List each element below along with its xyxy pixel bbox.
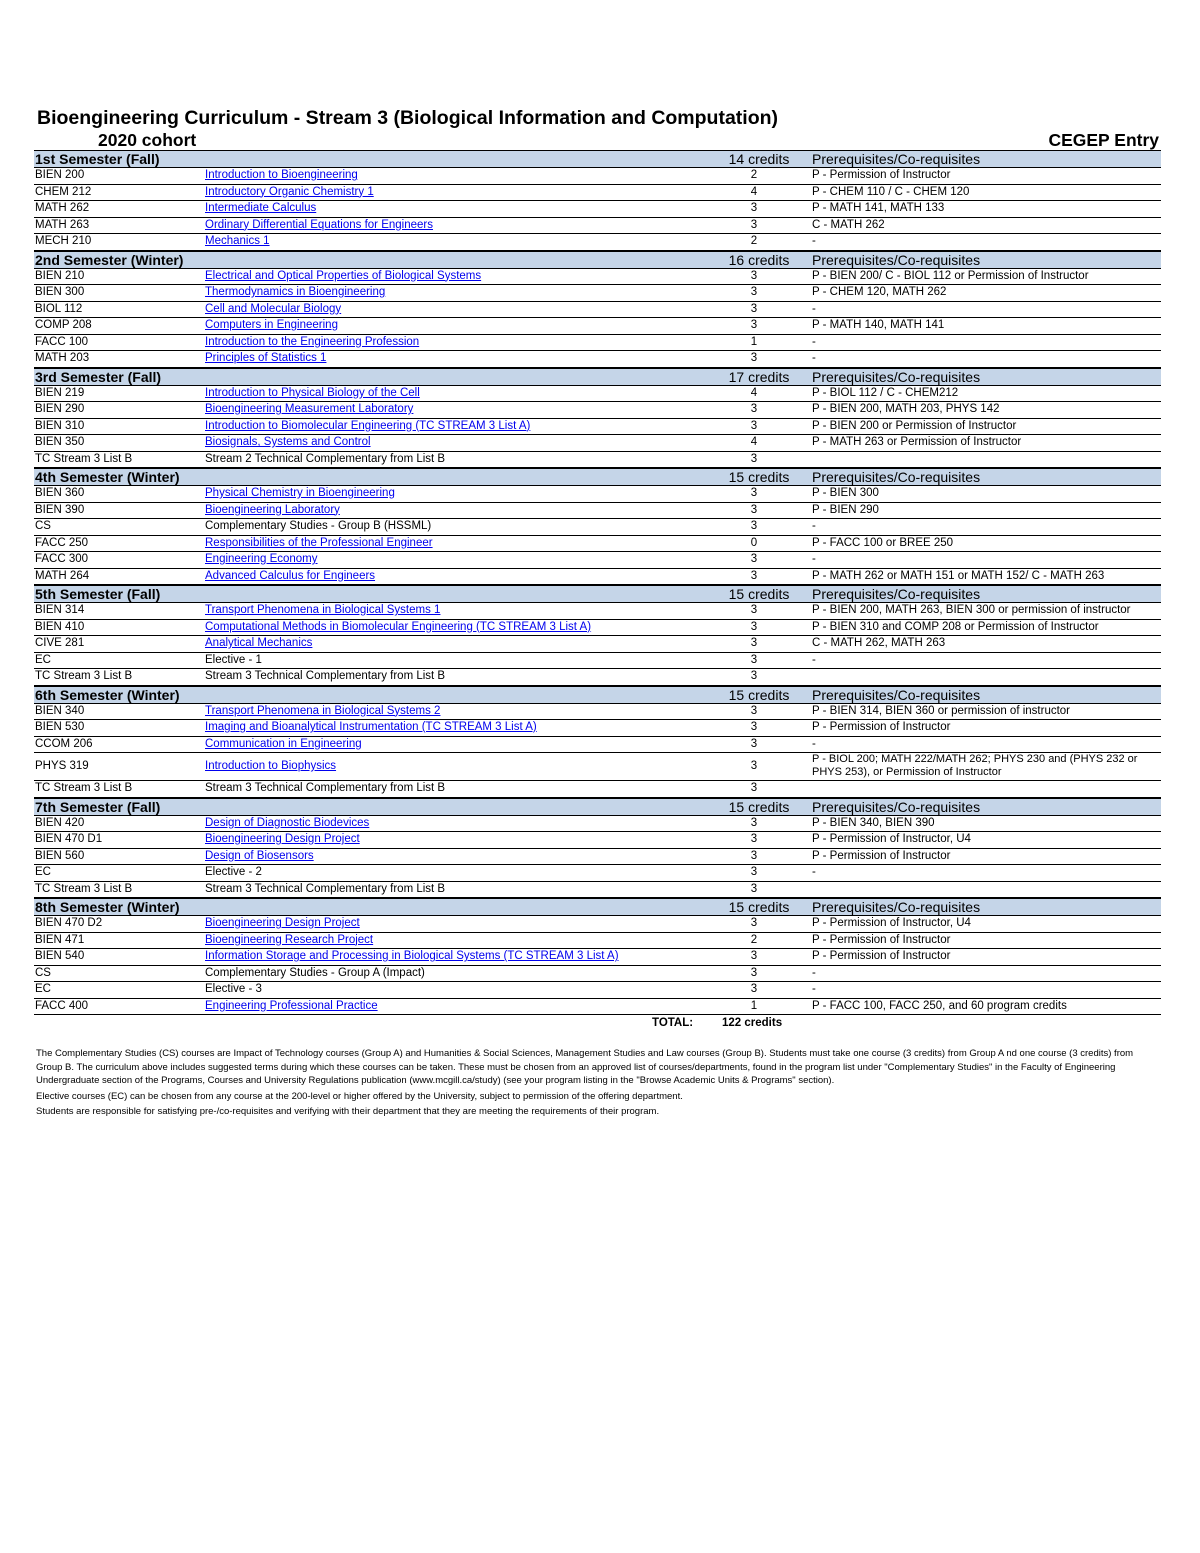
course-title-link[interactable]: Bioengineering Design Project [205, 833, 360, 845]
course-credits: 3 [750, 721, 758, 733]
course-credits: 0 [750, 536, 758, 549]
course-row [34, 781, 1161, 798]
course-row [34, 302, 1161, 319]
course-title-link[interactable]: Bioengineering Measurement Laboratory [205, 403, 414, 415]
course-credits: 3 [750, 487, 758, 499]
course-title-link[interactable]: Design of Biosensors [205, 849, 314, 862]
course-title-link[interactable]: Bioengineering Research Project [205, 933, 374, 946]
course-credits: 3 [750, 352, 758, 364]
course-code: CS [35, 966, 51, 979]
course-prerequisites: P - FACC 100, FACC 250, and 60 program credits [812, 999, 1067, 1012]
course-credits: 3 [750, 737, 758, 750]
course-prerequisites: - [812, 520, 816, 532]
course-code: BIEN 530 [35, 721, 85, 733]
course-row [34, 351, 1161, 368]
course-prerequisites: P - BIOL 200; MATH 222/MATH 262; PHYS 230 and (PHYS 232 or PHYS 253), or Permission of Instructor [812, 753, 1138, 778]
course-code: COMP 208 [35, 319, 92, 331]
semester-name: 4th Semester (Winter) [35, 469, 180, 485]
course-prerequisites: P - Permission of Instructor [812, 169, 951, 181]
course-title-link[interactable]: Responsibilities of the Professional Engineer [205, 536, 433, 549]
notes [36, 1047, 1158, 1119]
prerequisites-header: Prerequisites/Co-requisites [812, 899, 981, 915]
course-title-link[interactable]: Introductory Organic Chemistry 1 [205, 185, 374, 198]
course-credits: 2 [750, 235, 758, 247]
semester-name: 6th Semester (Winter) [35, 686, 180, 703]
course-prerequisites: C - MATH 262, MATH 263 [812, 637, 946, 649]
semester-header [34, 150, 1161, 168]
course-code: BIEN 350 [35, 436, 85, 448]
course-prerequisites: P - Permission of Instructor, U4 [812, 917, 971, 929]
course-prerequisites: - [812, 737, 816, 750]
course-code: FACC 250 [35, 536, 89, 549]
course-code: BIEN 340 [35, 704, 85, 717]
course-prerequisites: P - MATH 140, MATH 141 [812, 319, 945, 331]
course-code: BIEN 471 [35, 933, 85, 946]
course-prerequisites: P - BIEN 340, BIEN 390 [812, 816, 935, 829]
course-credits: 3 [750, 704, 758, 717]
course-credits: 3 [750, 917, 758, 929]
page-title: Bioengineering Curriculum - Stream 3 (Biological Information and Computation) [37, 107, 779, 129]
course-code: EC [35, 983, 51, 995]
course-title: Elective - 1 [205, 653, 262, 666]
course-row [34, 435, 1161, 452]
course-code: EC [35, 653, 51, 666]
course-row [34, 318, 1161, 335]
course-title-link[interactable]: Advanced Calculus for Engineers [205, 569, 376, 582]
semester-credits: 15 credits [728, 899, 790, 915]
course-prerequisites: P - Permission of Instructor [812, 849, 951, 862]
course-title-link[interactable]: Thermodynamics in Bioengineering [205, 286, 386, 298]
course-credits: 3 [750, 604, 758, 616]
course-row [34, 620, 1161, 637]
course-prerequisites: P - BIOL 112 / C - CHEM212 [812, 386, 959, 399]
course-credits: 3 [750, 218, 758, 231]
course-credits: 3 [750, 319, 758, 331]
course-title: Stream 3 Technical Complementary from List B [205, 782, 446, 794]
course-row [34, 832, 1161, 849]
course-title: Stream 2 Technical Complementary from List B [205, 452, 446, 465]
course-row [34, 185, 1161, 202]
prerequisites-header: Prerequisites/Co-requisites [812, 686, 981, 703]
course-row [34, 536, 1161, 553]
course-prerequisites: - [812, 653, 816, 666]
course-credits: 3 [750, 520, 758, 532]
prerequisites-header: Prerequisites/Co-requisites [812, 368, 981, 385]
course-prerequisites: - [812, 983, 816, 995]
course-credits: 3 [750, 760, 758, 772]
course-code: MATH 263 [35, 218, 90, 231]
course-title-link[interactable]: Engineering Economy [205, 553, 318, 565]
course-prerequisites: P - CHEM 110 / C - CHEM 120 [812, 185, 970, 198]
course-title-link[interactable]: Introduction to Physical Biology of the Cell [205, 386, 420, 399]
course-title-link[interactable]: Principles of Statistics 1 [205, 352, 327, 364]
course-title-link[interactable]: Analytical Mechanics [205, 637, 313, 649]
course-prerequisites: P - MATH 141, MATH 133 [812, 202, 945, 214]
course-title-link[interactable]: Cell and Molecular Biology [205, 302, 342, 315]
course-code: FACC 400 [35, 999, 89, 1012]
course-code: BIEN 310 [35, 419, 85, 432]
total-value: 122 credits [722, 1017, 783, 1029]
course-prerequisites: P - BIEN 200, MATH 263, BIEN 300 or permission of instructor [812, 604, 1131, 616]
semester-header [34, 686, 1161, 704]
course-prerequisites: - [812, 553, 816, 565]
course-prerequisites: P - BIEN 310 and COMP 208 or Permission of Instructor [812, 620, 1099, 633]
course-credits: 3 [750, 950, 758, 962]
course-code: FACC 300 [35, 553, 89, 565]
course-row [34, 335, 1161, 352]
course-code: CIVE 281 [35, 637, 85, 649]
course-title-link[interactable]: Bioengineering Laboratory [205, 503, 340, 516]
course-credits: 3 [750, 569, 758, 582]
course-code: BIOL 112 [35, 302, 83, 315]
course-credits: 3 [750, 849, 758, 862]
course-code: EC [35, 866, 51, 878]
semester-credits: 14 credits [728, 151, 790, 167]
course-title-link[interactable]: Introduction to Bioengineering [205, 169, 358, 181]
prerequisites-header: Prerequisites/Co-requisites [812, 151, 981, 167]
course-row [34, 704, 1161, 721]
course-code: TC Stream 3 List B [35, 452, 133, 465]
semester-credits: 15 credits [728, 469, 790, 485]
prerequisites-header: Prerequisites/Co-requisites [812, 469, 981, 485]
total-label: TOTAL: [652, 1017, 694, 1029]
course-credits: 3 [750, 302, 758, 315]
course-title-link[interactable]: Engineering Professional Practice [205, 999, 378, 1012]
course-credits: 3 [750, 833, 758, 845]
semester-credits: 15 credits [728, 586, 790, 602]
course-credits: 3 [750, 882, 758, 895]
course-title: Stream 3 Technical Complementary from List B [205, 882, 446, 895]
course-row [34, 603, 1161, 620]
course-code: BIEN 560 [35, 849, 85, 862]
course-prerequisites: P - Permission of Instructor [812, 721, 951, 733]
course-row [34, 966, 1161, 983]
course-title-link[interactable]: Imaging and Bioanalytical Instrumentation (TC STREAM 3 List A) [205, 721, 537, 733]
course-row [34, 720, 1161, 737]
course-code: CCOM 206 [35, 737, 93, 750]
course-credits: 3 [750, 269, 758, 282]
course-credits: 4 [750, 386, 758, 399]
entry-label: CEGEP Entry [1048, 130, 1159, 150]
course-credits: 3 [750, 452, 758, 465]
course-row [34, 882, 1161, 899]
semester-name: 5th Semester (Fall) [35, 586, 161, 602]
course-row [34, 753, 1161, 781]
course-title: Elective - 3 [205, 983, 262, 995]
course-title-link[interactable]: Bioengineering Design Project [205, 917, 360, 929]
course-credits: 3 [750, 553, 758, 565]
course-prerequisites: - [812, 866, 816, 878]
course-row [34, 419, 1161, 436]
course-row [34, 865, 1161, 882]
course-prerequisites: C - MATH 262 [812, 218, 885, 231]
course-prerequisites: P - MATH 263 or Permission of Instructor [812, 436, 1022, 448]
course-credits: 3 [750, 202, 758, 214]
semester-name: 1st Semester (Fall) [35, 151, 160, 167]
total-row [34, 1015, 1161, 1033]
semester-header [34, 798, 1161, 816]
semester-credits: 16 credits [728, 251, 790, 268]
course-row [34, 269, 1161, 286]
course-row [34, 285, 1161, 302]
course-title-link[interactable]: Introduction to Biophysics [205, 760, 337, 772]
semester-credits: 15 credits [728, 686, 790, 703]
course-row [34, 849, 1161, 866]
course-credits: 3 [750, 620, 758, 633]
course-title-link[interactable]: Computers in Engineering [205, 319, 338, 331]
course-title: Stream 3 Technical Complementary from List B [205, 670, 446, 682]
semester-header [34, 468, 1161, 486]
semester-header [34, 368, 1161, 386]
semester-credits: 15 credits [728, 798, 790, 815]
course-prerequisites: P - FACC 100 or BREE 250 [812, 536, 954, 549]
course-code: BIEN 470 D1 [35, 833, 103, 845]
course-title-link[interactable]: Physical Chemistry in Bioengineering [205, 487, 395, 499]
course-title-link[interactable]: Introduction to Biomolecular Engineering (TC STREAM 3 List A) [205, 419, 531, 432]
course-credits: 3 [750, 637, 758, 649]
course-row [34, 519, 1161, 536]
course-title-link[interactable]: Design of Diagnostic Biodevices [205, 816, 370, 829]
course-title-link[interactable]: Biosignals, Systems and Control [205, 436, 371, 448]
course-title-link[interactable]: Transport Phenomena in Biological Systems 1 [205, 604, 441, 616]
course-code: BIEN 360 [35, 487, 85, 499]
course-credits: 3 [750, 286, 758, 298]
course-row [34, 452, 1161, 469]
course-row [34, 234, 1161, 251]
course-code: BIEN 300 [35, 286, 85, 298]
course-prerequisites: P - BIEN 200, MATH 203, PHYS 142 [812, 403, 1000, 415]
course-code: BIEN 200 [35, 169, 85, 181]
course-credits: 4 [750, 185, 758, 198]
course-code: PHYS 319 [35, 760, 89, 772]
cohort-label: 2020 cohort [98, 130, 197, 150]
note-responsibility: Students are responsible for satisfying pre-/co-requisites and verifying with their department that they are meeting the requirements of their program. [36, 1106, 660, 1117]
course-row [34, 386, 1161, 403]
semester-header [34, 585, 1161, 603]
course-row [34, 552, 1161, 569]
course-row [34, 218, 1161, 235]
course-prerequisites: P - BIEN 290 [812, 503, 879, 516]
course-credits: 3 [750, 403, 758, 415]
course-code: BIEN 314 [35, 604, 85, 616]
course-title-link[interactable]: Intermediate Calculus [205, 202, 317, 214]
course-prerequisites: - [812, 302, 816, 315]
course-row [34, 933, 1161, 950]
course-row [34, 201, 1161, 218]
course-code: BIEN 210 [35, 269, 85, 282]
course-code: BIEN 390 [35, 503, 85, 516]
course-code: MATH 262 [35, 202, 90, 214]
course-row [34, 636, 1161, 653]
course-prerequisites: P - BIEN 200/ C - BIOL 112 or Permission of Instructor [812, 269, 1089, 282]
course-prerequisites: P - BIEN 300 [812, 487, 879, 499]
course-title-link[interactable]: Information Storage and Processing in Biological Systems (TC STREAM 3 List A) [205, 950, 619, 962]
course-prerequisites: P - Permission of Instructor [812, 933, 951, 946]
course-row [34, 503, 1161, 520]
semester-name: 8th Semester (Winter) [35, 899, 180, 915]
course-credits: 2 [750, 169, 758, 181]
course-row [34, 569, 1161, 586]
subtitle-row [34, 130, 1161, 150]
course-credits: 3 [750, 782, 758, 794]
course-row [34, 982, 1161, 999]
semester-name: 7th Semester (Fall) [35, 798, 161, 815]
course-prerequisites: P - Permission of Instructor, U4 [812, 833, 971, 845]
course-row [34, 737, 1161, 754]
course-row [34, 486, 1161, 503]
course-code: TC Stream 3 List B [35, 670, 133, 682]
course-prerequisites: P - Permission of Instructor [812, 950, 951, 962]
course-code: BIEN 410 [35, 620, 85, 633]
course-title-link[interactable]: Communication in Engineering [205, 737, 362, 750]
course-credits: 3 [750, 503, 758, 516]
course-credits: 1 [750, 999, 758, 1012]
course-title-link[interactable]: Transport Phenomena in Biological Systems 2 [205, 704, 441, 717]
course-prerequisites: - [812, 352, 816, 364]
course-prerequisites: - [812, 235, 816, 247]
course-prerequisites: P - MATH 262 or MATH 151 or MATH 152/ C - MATH 263 [812, 569, 1105, 582]
course-prerequisites: P - CHEM 120, MATH 262 [812, 286, 947, 298]
note-electives: Elective courses (EC) can be chosen from any course at the 200-level or higher offered by the University, subject to permission of the offering department. [36, 1090, 683, 1102]
course-prerequisites: P - BIEN 314, BIEN 360 or permission of instructor [812, 704, 1071, 717]
course-title-link[interactable]: Introduction to the Engineering Profession [205, 335, 420, 348]
prerequisites-header: Prerequisites/Co-requisites [812, 251, 981, 268]
course-code: MECH 210 [35, 235, 92, 247]
course-title-link[interactable]: Computational Methods in Biomolecular Engineering (TC STREAM 3 List A) [205, 620, 592, 633]
course-prerequisites: - [812, 335, 816, 348]
course-credits: 3 [750, 653, 758, 666]
course-code: BIEN 420 [35, 816, 85, 829]
course-title: Elective - 2 [205, 866, 262, 878]
course-code: FACC 100 [35, 335, 89, 348]
course-title-link[interactable]: Ordinary Differential Equations for Engineers [205, 218, 433, 231]
semester-credits: 17 credits [728, 368, 790, 385]
course-title: Complementary Studies - Group A (Impact) [205, 966, 425, 979]
semester-header [34, 251, 1161, 269]
curriculum-document [34, 106, 1161, 1121]
course-code: MATH 264 [35, 569, 90, 582]
course-title-link[interactable]: Electrical and Optical Properties of Biological Systems [205, 269, 482, 282]
course-credits: 3 [750, 983, 758, 995]
course-row [34, 402, 1161, 419]
course-credits: 3 [750, 816, 758, 829]
semester-name: 3rd Semester (Fall) [35, 368, 162, 385]
prerequisites-header: Prerequisites/Co-requisites [812, 798, 981, 815]
course-row [34, 916, 1161, 933]
course-credits: 2 [750, 933, 758, 946]
course-credits: 3 [750, 419, 758, 432]
prerequisites-header: Prerequisites/Co-requisites [812, 586, 981, 602]
course-code: BIEN 470 D2 [35, 917, 103, 929]
course-code: BIEN 290 [35, 403, 85, 415]
course-row [34, 949, 1161, 966]
course-code: BIEN 540 [35, 950, 85, 962]
course-title-link[interactable]: Mechanics 1 [205, 235, 270, 247]
course-code: TC Stream 3 List B [35, 782, 133, 794]
course-row [34, 816, 1161, 833]
course-row [34, 653, 1161, 670]
curriculum-table [34, 150, 1161, 1015]
course-prerequisites: P - BIEN 200 or Permission of Instructor [812, 419, 1017, 432]
course-title: Complementary Studies - Group B (HSSML) [205, 520, 432, 532]
course-code: BIEN 219 [35, 386, 85, 399]
course-code: CS [35, 520, 51, 532]
course-prerequisites: - [812, 966, 816, 979]
course-credits: 4 [750, 436, 758, 448]
course-credits: 3 [750, 966, 758, 979]
course-row [34, 669, 1161, 686]
course-row [34, 999, 1161, 1016]
semester-name: 2nd Semester (Winter) [35, 251, 184, 268]
course-code: CHEM 212 [35, 185, 92, 198]
course-credits: 3 [750, 866, 758, 878]
course-credits: 1 [750, 335, 758, 348]
course-code: MATH 203 [35, 352, 90, 364]
course-code: TC Stream 3 List B [35, 882, 133, 895]
semester-header [34, 898, 1161, 916]
course-row [34, 168, 1161, 185]
course-credits: 3 [750, 670, 758, 682]
note-complementary-studies: The Complementary Studies (CS) courses are Impact of Technology courses (Group A) and Humanities & Social Sciences, Management Studies and Law courses (Group B). Students must take one course (3 credits) from Group A nd one course (3 credits) from Group B. The curriculum above includes suggested terms during which these courses can be taken. These must be chosen from an approved list of courses/departments, found in the program list under "Complementary Studies" in the Faculty of Engineering Undergraduate section of the Programs, Courses and University Regulations publication (www.mcgill.ca/study) (see your program listing in the "Browse Academic Units & Programs" section). [36, 1048, 1134, 1086]
